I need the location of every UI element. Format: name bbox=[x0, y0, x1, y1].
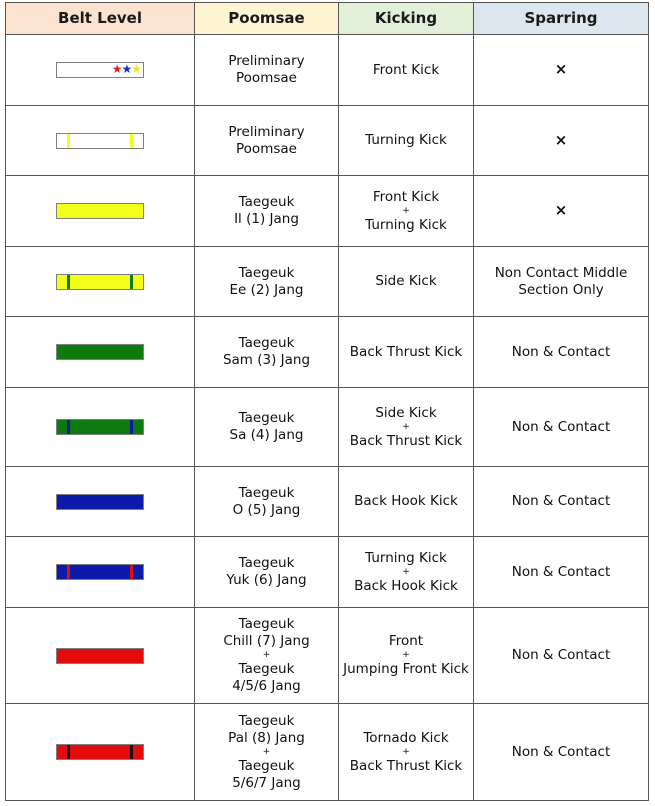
kicking-line: Turning Kick bbox=[365, 132, 447, 148]
belt-level-cell bbox=[6, 704, 195, 801]
belt-stripe bbox=[130, 134, 133, 148]
poomsae-line: Poomsae bbox=[236, 140, 297, 157]
poomsae-line: Taegeuk bbox=[238, 661, 295, 677]
sparring-cell bbox=[474, 176, 649, 247]
sparring-line: Non & Contact bbox=[511, 493, 611, 509]
poomsae-line: 4/5/6 Jang bbox=[232, 678, 301, 694]
header-sparring: Sparring bbox=[474, 3, 649, 35]
belt-yellow bbox=[56, 203, 144, 219]
poomsae-cell bbox=[195, 35, 339, 106]
kicking-plus: + bbox=[402, 205, 410, 216]
table-row bbox=[6, 176, 649, 247]
table-row bbox=[6, 106, 649, 176]
sparring-line: Non & Contact bbox=[511, 743, 611, 760]
poomsae-line: Ee (2) Jang bbox=[229, 281, 304, 298]
kicking-line: Side Kick bbox=[375, 273, 437, 289]
kicking-cell bbox=[339, 35, 474, 106]
kicking-line: Front Kick bbox=[372, 61, 440, 78]
kicking-line: Turning Kick bbox=[365, 549, 447, 566]
poomsae-line: Taegeuk bbox=[238, 616, 295, 632]
belt-stripe bbox=[130, 275, 133, 289]
kicking-cell bbox=[339, 704, 474, 801]
belt-blue-red-stripe bbox=[56, 564, 144, 580]
poomsae-line: Taegeuk bbox=[238, 484, 295, 501]
star-icon: ★ bbox=[131, 62, 141, 76]
kicking-line: Front bbox=[388, 633, 424, 649]
table-row bbox=[6, 247, 649, 317]
belt-blue bbox=[56, 494, 144, 510]
sparring-line: Non & Contact bbox=[511, 563, 611, 580]
kicking-line: Back Hook Kick bbox=[354, 493, 458, 509]
poomsae-line: Taegeuk bbox=[238, 712, 295, 729]
sparring-cell bbox=[474, 35, 649, 106]
poomsae-cell bbox=[195, 106, 339, 176]
star-icon: ★ bbox=[121, 62, 132, 76]
belt-stripe bbox=[67, 134, 70, 148]
belt-level-cell bbox=[6, 247, 195, 317]
table-row bbox=[6, 35, 649, 106]
poomsae-cell bbox=[195, 247, 339, 317]
header-row bbox=[6, 3, 649, 35]
poomsae-line: Sa (4) Jang bbox=[229, 427, 304, 443]
belt-requirements-table bbox=[5, 2, 649, 801]
sparring-cross-mark: × bbox=[554, 60, 568, 78]
poomsae-line: Poomsae bbox=[236, 70, 297, 86]
kicking-line: Back Hook Kick bbox=[354, 577, 458, 594]
belt-stars-icon bbox=[112, 61, 141, 77]
kicking-line: Tornado Kick bbox=[363, 729, 449, 746]
sparring-line: Non & Contact bbox=[511, 343, 611, 360]
kicking-plus: + bbox=[402, 566, 410, 577]
poomsae-line: Pal (8) Jang bbox=[228, 729, 305, 746]
poomsae-line: 5/6/7 Jang bbox=[232, 774, 301, 791]
kicking-line: Jumping Front Kick bbox=[343, 661, 469, 677]
poomsae-line: Taegeuk bbox=[238, 264, 295, 281]
sparring-cross-mark: × bbox=[554, 201, 568, 219]
header-belt-level: Belt Level bbox=[6, 3, 195, 35]
belt-stripe bbox=[130, 420, 133, 434]
belt-level-cell bbox=[6, 608, 195, 704]
poomsae-cell bbox=[195, 704, 339, 801]
kicking-plus: + bbox=[402, 746, 410, 757]
belt-stripe bbox=[67, 565, 70, 579]
belt-level-cell bbox=[6, 106, 195, 176]
table-row bbox=[6, 388, 649, 467]
sparring-line: Section Only bbox=[518, 281, 604, 298]
belt-stripe bbox=[130, 745, 133, 759]
header-kicking: Kicking bbox=[339, 3, 474, 35]
sparring-cell bbox=[474, 317, 649, 388]
belt-white-yellow-stripe bbox=[56, 133, 144, 149]
belt-white-stars bbox=[56, 62, 144, 78]
kicking-cell bbox=[339, 608, 474, 704]
poomsae-line: Taegeuk bbox=[238, 335, 295, 351]
kicking-line: Back Thrust Kick bbox=[349, 757, 463, 774]
poomsae-cell bbox=[195, 176, 339, 247]
kicking-plus: + bbox=[402, 421, 410, 432]
belt-stripe bbox=[67, 275, 70, 289]
sparring-cell bbox=[474, 247, 649, 317]
kicking-line: Front Kick bbox=[372, 188, 440, 205]
poomsae-cell bbox=[195, 467, 339, 537]
belt-green-blue-stripe bbox=[56, 419, 144, 435]
belt-level-cell bbox=[6, 317, 195, 388]
poomsae-line: Taegeuk bbox=[238, 410, 295, 426]
poomsae-cell bbox=[195, 537, 339, 608]
poomsae-line: Sam (3) Jang bbox=[222, 352, 311, 368]
kicking-cell bbox=[339, 106, 474, 176]
belt-green bbox=[56, 344, 144, 360]
sparring-cell bbox=[474, 388, 649, 467]
sparring-cross-mark: × bbox=[554, 130, 568, 149]
kicking-cell bbox=[339, 537, 474, 608]
belt-red-black-stripe bbox=[56, 744, 144, 760]
table-row bbox=[6, 704, 649, 801]
poomsae-line: O (5) Jang bbox=[232, 501, 301, 518]
sparring-cell bbox=[474, 608, 649, 704]
belt-stripe bbox=[130, 565, 133, 579]
table-row bbox=[6, 608, 649, 704]
sparring-line: Non & Contact bbox=[511, 647, 611, 663]
poomsae-plus: + bbox=[262, 746, 271, 757]
sparring-line: Non Contact Middle bbox=[494, 264, 628, 281]
poomsae-line: Taegeuk bbox=[238, 757, 295, 774]
belt-stripe bbox=[67, 745, 70, 759]
belt-level-cell bbox=[6, 388, 195, 467]
kicking-cell bbox=[339, 467, 474, 537]
kicking-cell bbox=[339, 388, 474, 467]
sparring-cell bbox=[474, 467, 649, 537]
kicking-cell bbox=[339, 247, 474, 317]
table-row bbox=[6, 467, 649, 537]
belt-level-cell bbox=[6, 176, 195, 247]
poomsae-line: Taegeuk bbox=[238, 555, 295, 571]
poomsae-line: Taegeuk bbox=[238, 194, 295, 210]
kicking-line: Back Thrust Kick bbox=[349, 432, 463, 449]
sparring-line: Non & Contact bbox=[511, 418, 611, 435]
poomsae-cell bbox=[195, 317, 339, 388]
poomsae-line: Il (1) Jang bbox=[234, 211, 299, 227]
table-row bbox=[6, 537, 649, 608]
kicking-line: Side Kick bbox=[375, 404, 437, 421]
belt-level-cell bbox=[6, 467, 195, 537]
kicking-line: Turning Kick bbox=[365, 216, 447, 233]
poomsae-plus: + bbox=[262, 650, 271, 660]
sparring-cell bbox=[474, 704, 649, 801]
kicking-line: Back Thrust Kick bbox=[349, 343, 463, 360]
poomsae-cell bbox=[195, 608, 339, 704]
kicking-plus: + bbox=[402, 650, 410, 660]
sparring-cell bbox=[474, 106, 649, 176]
poomsae-line: Chill (7) Jang bbox=[223, 633, 310, 649]
belt-stripe bbox=[67, 420, 70, 434]
poomsae-line: Preliminary bbox=[228, 53, 305, 69]
table-row bbox=[6, 317, 649, 388]
belt-level-cell bbox=[6, 537, 195, 608]
header-poomsae: Poomsae bbox=[195, 3, 339, 35]
kicking-cell bbox=[339, 176, 474, 247]
star-icon: ★ bbox=[111, 62, 122, 76]
belt-level-cell bbox=[6, 35, 195, 106]
poomsae-line: Yuk (6) Jang bbox=[226, 572, 307, 588]
belt-yellow-green-stripe bbox=[56, 274, 144, 290]
belt-red bbox=[56, 648, 144, 664]
sparring-cell bbox=[474, 537, 649, 608]
poomsae-line: Preliminary bbox=[228, 123, 305, 140]
kicking-cell bbox=[339, 317, 474, 388]
poomsae-cell bbox=[195, 388, 339, 467]
